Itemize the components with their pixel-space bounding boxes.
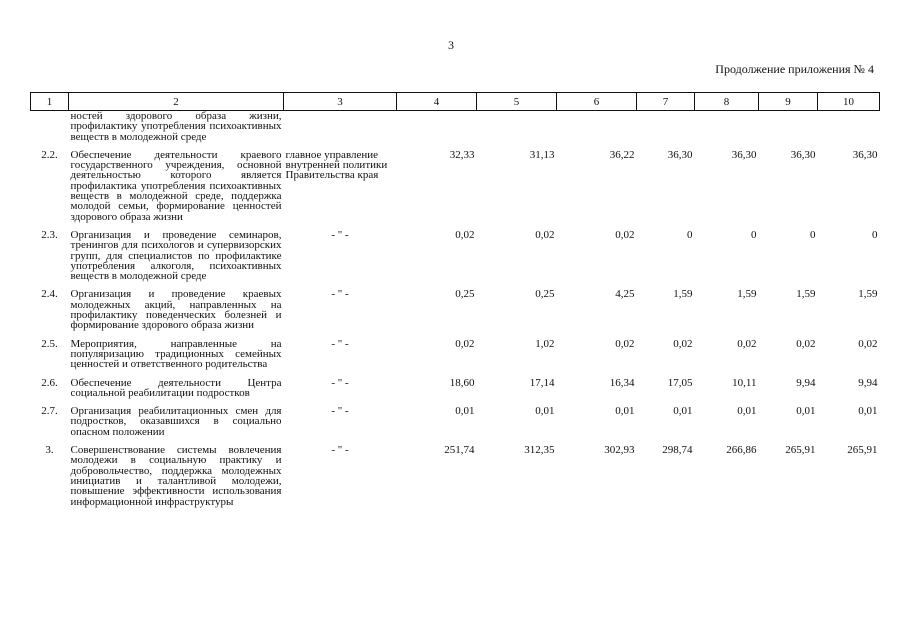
- row-value: 0,02: [455, 337, 475, 350]
- row-value: 0,01: [737, 405, 757, 418]
- row-value: 36,30: [731, 148, 757, 161]
- row-value: 9,94: [858, 376, 878, 389]
- table-row: [31, 281, 880, 330]
- row-value: 298,74: [662, 444, 693, 457]
- row-number: 2.4.: [41, 288, 58, 301]
- column-header: 10: [818, 93, 880, 111]
- row-value: 0,02: [615, 228, 635, 241]
- row-value: 0,01: [858, 405, 878, 418]
- column-header: 1: [31, 93, 69, 111]
- row-description: Совершенствование системы вовлечения молодежи в социальную практику и добровольчество, поддержка молодежных инициатив и талантливой молодежи, повышение эффективности использования информационной инфраструктуры: [70, 444, 282, 508]
- row-description: Обеспечение деятельности краевого государственного учреждения, основной деятельностью которого является профилактика употребления психоактивных веществ в молодежной среде, поддержка молодой семьи, формирование ценностей здорового образа жизни: [70, 148, 282, 223]
- row-description: Организация реабилитационных смен для подростков, оказавшихся в социально опасном положении: [70, 405, 282, 438]
- row-value: 36,30: [852, 148, 878, 161]
- budget-table: [30, 92, 880, 507]
- table-row: [31, 331, 880, 370]
- row-value: 32,33: [449, 148, 475, 161]
- row-number: 2.5.: [41, 337, 58, 350]
- row-value: 0: [751, 228, 757, 241]
- row-value: 16,34: [609, 376, 635, 389]
- row-responsible: - " -: [331, 337, 349, 350]
- column-header: 3: [284, 93, 397, 111]
- row-value: 36,30: [790, 148, 816, 161]
- row-value: 0: [810, 228, 816, 241]
- row-value: 0,25: [535, 288, 555, 301]
- row-value: 36,22: [609, 148, 635, 161]
- row-value: 312,35: [524, 444, 555, 457]
- row-number: 2.2.: [41, 148, 58, 161]
- row-value: 31,13: [529, 148, 555, 161]
- row-value: 0,01: [615, 405, 635, 418]
- row-value: 0,02: [673, 337, 693, 350]
- row-description: Обеспечение деятельности Центра социальной реабилитации подростков: [70, 376, 282, 399]
- row-value: 0,02: [455, 228, 475, 241]
- row-description: Организация и проведение краевых молодежных акций, направленных на профилактику поведенческих болезней и формирование здорового образа жизни: [70, 288, 282, 332]
- table-row: [31, 437, 880, 507]
- row-responsible: - " -: [331, 288, 349, 301]
- table-row: [31, 222, 880, 281]
- row-value: 0,25: [455, 288, 475, 301]
- column-header: 2: [69, 93, 284, 111]
- table-row: [31, 370, 880, 399]
- table-row-continued: [31, 111, 880, 142]
- row-value: 265,91: [785, 444, 816, 457]
- row-value: 0,02: [737, 337, 757, 350]
- row-value: 1,59: [796, 288, 816, 301]
- row-value: 0,02: [615, 337, 635, 350]
- row-value: 17,14: [529, 376, 555, 389]
- row-value: 0,01: [673, 405, 693, 418]
- table-header-row: [31, 93, 880, 111]
- column-header: 9: [759, 93, 818, 111]
- row-value: 9,94: [796, 376, 816, 389]
- column-header: 7: [637, 93, 695, 111]
- row-value: 0: [687, 228, 693, 241]
- row-value: 251,74: [444, 444, 475, 457]
- column-header: 5: [477, 93, 557, 111]
- row-number: 2.7.: [41, 405, 58, 418]
- row-number: 2.3.: [41, 228, 58, 241]
- column-header: 6: [557, 93, 637, 111]
- row-value: 0,02: [858, 337, 878, 350]
- row-value: 10,11: [732, 376, 757, 389]
- row-value: 0,01: [455, 405, 475, 418]
- column-header: 8: [695, 93, 759, 111]
- row-value: 17,05: [667, 376, 693, 389]
- row-responsible: - " -: [331, 444, 349, 457]
- row-number: 3.: [45, 444, 54, 457]
- row-responsible: главное управление внутренней политики Правительства края: [285, 148, 388, 182]
- row-value: 1,02: [535, 337, 555, 350]
- row-value: 18,60: [449, 376, 475, 389]
- row-description: Организация и проведение семинаров, тренингов для психологов и супервизорских групп, для специалистов по профилактике употребления алкоголя, психоактивных веществ в молодежной среде: [70, 228, 282, 283]
- row-value: 302,93: [604, 444, 635, 457]
- page-number: 3: [448, 38, 454, 52]
- row-description: Мероприятия, направленные на популяризацию традиционных семейных ценностей и ответственного родительства: [70, 337, 282, 371]
- row-value: 1,59: [858, 288, 878, 301]
- row-number: 2.6.: [41, 376, 58, 389]
- appendix-continuation-label: Продолжение приложения № 4: [715, 62, 874, 76]
- row-responsible: - " -: [331, 405, 349, 418]
- row-value: 0: [872, 228, 878, 241]
- row-value: 0,01: [796, 405, 816, 418]
- row-responsible: - " -: [331, 228, 349, 241]
- row-responsible: - " -: [331, 376, 349, 389]
- row-value: 1,59: [673, 288, 693, 301]
- column-header: 4: [397, 93, 477, 111]
- row-value: 36,30: [667, 148, 693, 161]
- row-value: 4,25: [615, 288, 635, 301]
- row-value: 265,91: [847, 444, 878, 457]
- row-value: 0,02: [796, 337, 816, 350]
- row-value: 0,02: [535, 228, 555, 241]
- row-description: ностей здорового образа жизни, профилактику употребления психоактивных веществ в молодежной среде: [70, 110, 282, 143]
- row-value: 1,59: [737, 288, 757, 301]
- table-row: [31, 142, 880, 222]
- table-row: [31, 398, 880, 437]
- row-value: 0,01: [535, 405, 555, 418]
- row-value: 266,86: [726, 444, 757, 457]
